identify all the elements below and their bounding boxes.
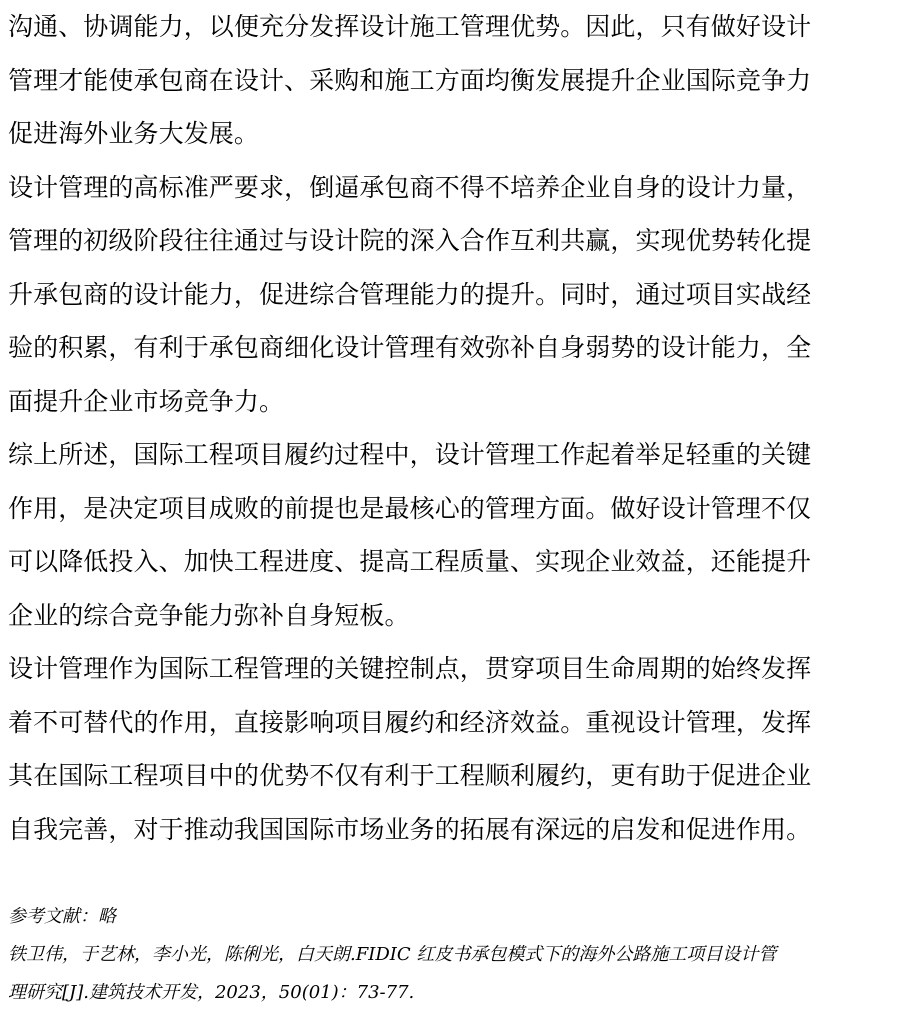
text-line: 升承包商的设计能力，促进综合管理能力的提升。同时，通过项目实战经 xyxy=(8,279,812,309)
paragraph-4 xyxy=(8,642,888,856)
text-line: 综上所述，国际工程项目履约过程中，设计管理工作起着举足轻重的关键 xyxy=(8,440,812,469)
text-line: 作用，是决定项目成败的前提也是最核心的管理方面。做好设计管理不仅 xyxy=(8,493,812,523)
text-line: 管理才能使承包商在设计、采购和施工方面均衡发展提升企业国际竞争力 xyxy=(8,65,812,95)
text-line: 设计管理作为国际工程管理的关键控制点，贯穿项目生命周期的始终发挥 xyxy=(8,654,812,683)
text-line: 验的积累，有利于承包商细化设计管理有效弥补自身弱势的设计能力，全 xyxy=(8,333,812,362)
text-line: 其在国际工程项目中的优势不仅有利于工程顺利履约，更有助于促进企业 xyxy=(8,761,812,790)
document-body xyxy=(8,0,888,856)
paragraph-3 xyxy=(8,428,888,642)
text-line: 面提升企业市场竞争力。 xyxy=(8,386,285,416)
text-line: 自我完善，对于推动我国国际市场业务的拓展有深远的启发和促进作用。 xyxy=(8,814,812,844)
text-line: 企业的综合竞争能力弥补自身短板。 xyxy=(8,600,410,630)
paragraph-1 xyxy=(8,0,888,161)
reference-line: 理研究[J].建筑技术开发，2023，50(01)：73-77. xyxy=(8,982,415,1003)
text-line: 管理的初级阶段往往通过与设计院的深入合作互利共赢，实现优势转化提 xyxy=(8,226,812,255)
reference-line: 铁卫伟，于艺林，李小光，陈俐光，白天朗.FIDIC 红皮书承包模式下的海外公路施工项目设计管 xyxy=(8,944,777,965)
references-heading: 参考文献：略 xyxy=(8,906,116,927)
text-line: 沟通、协调能力，以便充分发挥设计施工管理优势。因此，只有做好设计 xyxy=(8,12,812,41)
text-line: 可以降低投入、加快工程进度、提高工程质量、实现企业效益，还能提升 xyxy=(8,547,812,576)
text-line: 促进海外业务大发展。 xyxy=(8,119,260,148)
text-line: 设计管理的高标准严要求，倒逼承包商不得不培养企业自身的设计力量， xyxy=(8,172,812,202)
references-section xyxy=(8,898,892,1012)
paragraph-2 xyxy=(8,161,888,429)
text-line: 着不可替代的作用，直接影响项目履约和经济效益。重视设计管理，发挥 xyxy=(8,707,812,737)
